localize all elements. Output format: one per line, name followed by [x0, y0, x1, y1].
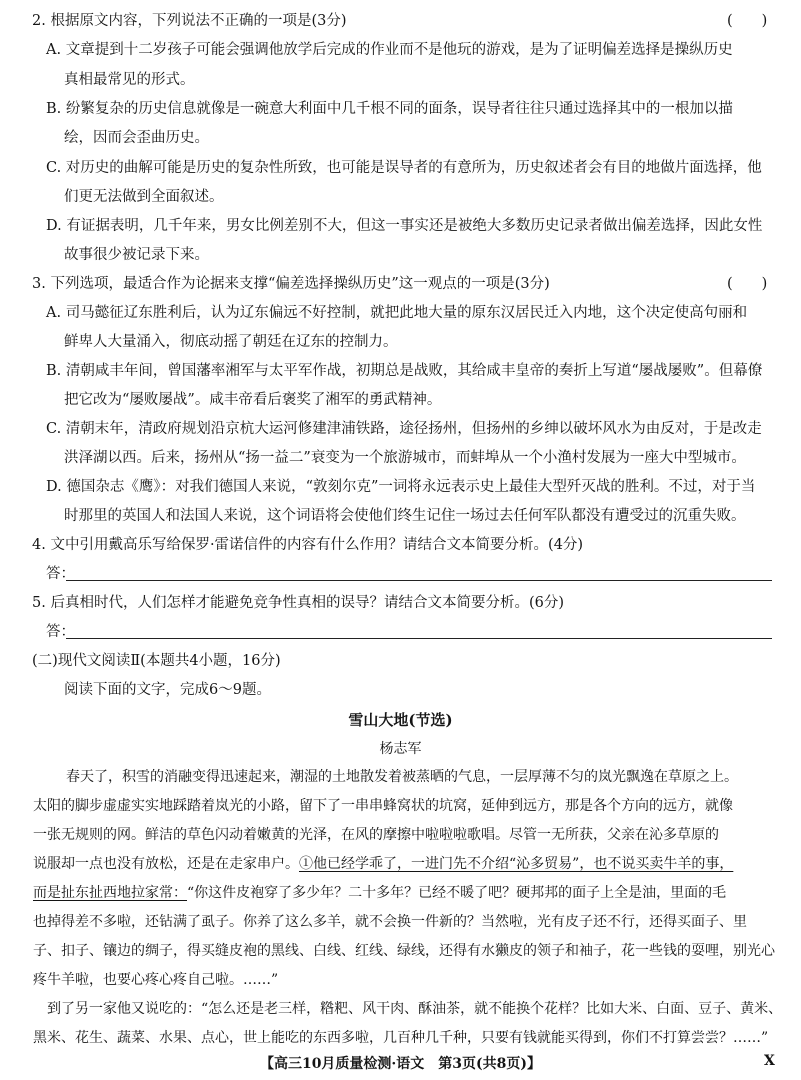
q5-answer-line[interactable]: [66, 638, 772, 639]
passage-text: “你这件皮袍穿了多少年？二十多年？已经不暖了吧？硬邦邦的面子上全是油，里面的毛: [187, 885, 727, 901]
q5-stem: 5. 后真相时代，人们怎样才能避免竞争性真相的误导？请结合文本简要分析。(6分): [32, 595, 564, 611]
passage-title: 雪山大地(节选): [348, 711, 453, 729]
passage-p2-line2: 黑米、花生、蔬菜、水果、点心，世上能吃的东西多啦，几百种几千种，只要有钱就能买得到，你们不打算尝尝？……”: [33, 1030, 769, 1046]
page-footer: 【高三10月质量检测·语文 第3页(共8页)】: [259, 1056, 542, 1072]
passage-p2-line1: 到了另一家他又说吃的：“怎么还是老三样，糌粑、风干肉、酥油茶，就不能换个花样？比如大米、白面、豆子、黄米、: [47, 1001, 783, 1017]
q2-option-b-line2: 绘，因而会歪曲历史。: [64, 130, 209, 146]
passage-text: 说服却一点也没有放松，还是在走家串户。: [33, 856, 299, 872]
q2-option-d-line1: D. 有证据表明，几千年来，男女比例差别不大，但这一事实还是被绝大多数历史记录者做出偏差选择，因此女性: [46, 218, 763, 234]
q5-answer-label: 答：: [46, 624, 75, 640]
section-instruction: 阅读下面的文字，完成6～9题。: [64, 682, 271, 698]
q3-option-c-line1: C. 清朝末年，清政府规划沿京杭大运河修建津浦铁路，途径扬州，但扬州的乡绅以破坏风水为由反对，于是改走: [46, 421, 762, 437]
passage-p1-line5: [33, 883, 726, 903]
q2-option-b-line1: B. 纷繁复杂的历史信息就像是一碗意大利面中几千根不同的面条，误导者往往只通过选择其中的一根加以描: [46, 101, 733, 117]
q4-answer-label: 答：: [46, 566, 75, 582]
underlined-sentence-1-cont: 而是扯东扯西地拉家常：: [33, 885, 187, 901]
footer-mark: X: [764, 1053, 775, 1069]
q3-option-c-line2: 洪泽湖以西。后来，扬州从“扬一益二”衰变为一个旅游城市，而蚌埠从一个小渔村发展为一座大中型城市。: [64, 450, 746, 466]
q2-option-c-line1: C. 对历史的曲解可能是历史的复杂性所致，也可能是误导者的有意所为，历史叙述者会有目的地做片面选择，他: [46, 160, 762, 176]
passage-p1-line6: 也掉得差不多啦，还钻满了虱子。你养了这么多羊，就不会换一件新的？当然啦，光有皮子还不行，还得买面子、里: [33, 914, 747, 930]
passage-p1-line3: 一张无规则的网。鲜洁的草色闪动着嫩黄的光泽，在风的摩擦中啦啦啦歌唱。尽管一无所获，父亲在沁多草原的: [33, 827, 719, 843]
passage-author: 杨志军: [379, 741, 422, 757]
q4-answer-line[interactable]: [66, 580, 772, 581]
q3-stem: 3. 下列选项，最适合作为论据来支撑“偏差选择操纵历史”这一观点的一项是(3分): [32, 276, 550, 292]
q3-answer-paren[interactable]: ( ): [727, 276, 768, 292]
passage-p1-line7: 子、扣子、镶边的绸子，得买缝皮袍的黑线、白线、红线、绿线，还得有水獭皮的领子和袖子，花一些钱的耍哩，别光心: [33, 943, 775, 959]
section-heading: (二)现代文阅读Ⅱ(本题共4小题，16分): [32, 653, 281, 669]
q2-stem: 2. 根据原文内容，下列说法不正确的一项是(3分): [32, 13, 347, 29]
q3-option-a-line1: A. 司马懿征辽东胜利后，认为辽东偏远不好控制，就把此地大量的原东汉居民迁入内地，这个决定使高句丽和: [46, 305, 748, 321]
q2-option-d-line2: 故事很少被记录下来。: [64, 247, 209, 263]
q3-option-d-line2: 时那里的英国人和法国人来说，这个词语将会使他们终生记住一场过去任何军队都没有遭受过的沉重失败。: [64, 508, 746, 524]
q3-option-b-line1: B. 清朝咸丰年间，曾国藩率湘军与太平军作战，初期总是战败，其给咸丰皇帝的奏折上写道“屡战屡败”。但幕僚: [46, 363, 763, 379]
q4-stem: 4. 文中引用戴高乐写给保罗·雷诺信件的内容有什么作用？请结合文本简要分析。(4分): [32, 537, 584, 553]
passage-p1-line2: 太阳的脚步虚虚实实地踩踏着岚光的小路，留下了一串串蜂窝状的坑窝，延伸到远方，那是各个方向的远方，就像: [33, 798, 733, 814]
passage-p1-line4: [33, 854, 733, 874]
passage-p1-line1: 春天了，积雪的消融变得迅速起来，潮湿的土地散发着被蒸晒的气息，一层厚薄不匀的岚光飘逸在草原之上。: [66, 769, 738, 785]
q3-option-b-line2: 把它改为“屡败屡战”。咸丰帝看后褒奖了湘军的勇武精神。: [64, 392, 442, 408]
passage-p1-line8: 疼牛羊啦，也要心疼心疼自己啦。……”: [33, 972, 279, 988]
q2-option-a-line2: 真相最常见的形式。: [64, 72, 195, 88]
q3-option-d-line1: D. 德国杂志《鹰》：对我们德国人来说，“敦刻尔克”一词将永远表示史上最佳大型歼灭战的胜利。不过，对于当: [46, 479, 756, 495]
q2-option-c-line2: 们更无法做到全面叙述。: [64, 189, 224, 205]
q2-option-a-line1: A. 文章提到十二岁孩子可能会强调他放学后完成的作业而不是他玩的游戏，是为了证明偏差选择是操纵历史: [46, 42, 733, 58]
underlined-sentence-1: ①他已经学乖了，一进门先不介绍“沁多贸易”，也不说买卖牛羊的事，: [299, 856, 734, 872]
q2-answer-paren[interactable]: ( ): [727, 13, 768, 29]
q3-option-a-line2: 鲜卑人大量涌入，彻底动摇了朝廷在辽东的控制力。: [64, 334, 398, 350]
